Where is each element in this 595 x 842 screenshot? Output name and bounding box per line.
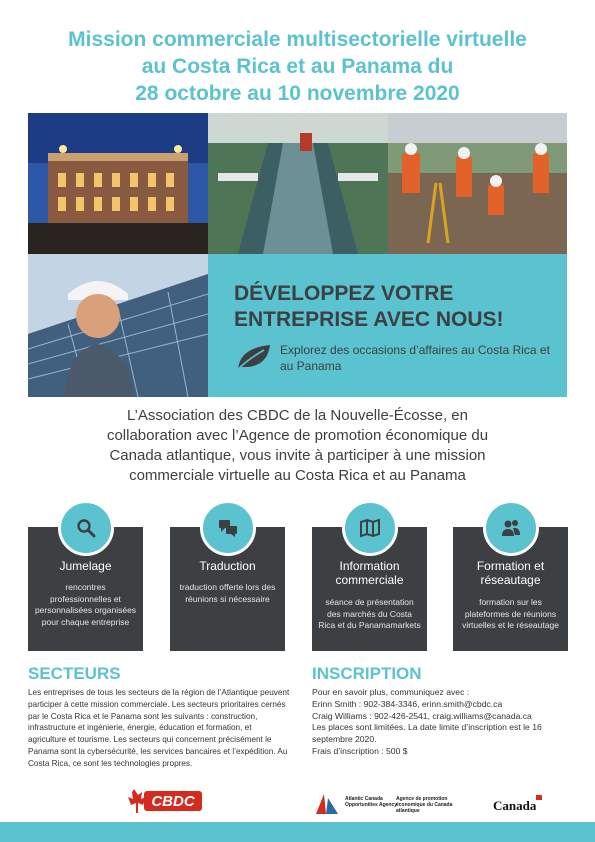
page-title xyxy=(0,26,595,107)
secteurs-body: Les entreprises de tous les secteurs de la région de l’Atlantique peuvent participer à cette mission commerciale. Les secteurs prioritaires cernés par le Costa Rica et le Panama sont les suivants : construction, infrastructure et ingénierie, énergie, éducation et formation, et agriculture et tourisme. Les secteurs qui concernent précisément le Panama sont la cybersécurité, les services bancaires et l’expédition. Au Costa Rica, ce sont les technologies propres. xyxy=(28,688,290,768)
card-icon-circle xyxy=(483,500,539,556)
title-line-2: au Costa Rica et au Panama du xyxy=(141,55,454,78)
photo-engineers xyxy=(388,113,567,254)
inscription-deadline: Les places sont limitées. La date limite d’inscription est le 16 septembre 2020. xyxy=(312,722,542,745)
title-line-1: Mission commerciale multisectorielle virtuelle xyxy=(68,28,527,51)
footer-bar xyxy=(0,822,595,842)
leaf-icon xyxy=(234,342,274,372)
acoa-name-french: Agence de promotion économique du Canada atlantique xyxy=(396,796,453,814)
people-icon xyxy=(501,518,521,538)
intro-line-4: commerciale virtuelle au Costa Rica et au Panama xyxy=(129,467,466,484)
map-icon xyxy=(360,518,380,538)
card-icon-circle xyxy=(58,500,114,556)
banner-headline-line-1: DÉVELOPPEZ VOTRE xyxy=(234,282,454,305)
secteurs-heading: SECTEURS xyxy=(28,664,121,683)
canada-wordmark: Canada xyxy=(493,798,537,813)
photo-solar-worker xyxy=(28,254,208,397)
intro-line-1: L’Association des CBDC de la Nouvelle-Écosse, en xyxy=(126,407,468,424)
inscription-heading: INSCRIPTION xyxy=(312,664,422,683)
intro-line-3: Canada atlantique, vous invite à participer à une mission xyxy=(109,447,486,464)
acoa-name-english: Atlantic Canada Opportunities Agency xyxy=(345,796,398,808)
photo-canal xyxy=(208,113,388,254)
card-description: formation sur les plateformes de réunions virtuelles et le réseautage xyxy=(462,597,559,630)
card-traduction xyxy=(170,527,285,651)
card-information-commerciale xyxy=(312,527,427,651)
card-description: rencontres professionnelles et personnalisées organisées pour chaque entreprise xyxy=(34,582,137,627)
inscription-line-1: Pour en savoir plus, communiquez avec : xyxy=(312,687,470,697)
card-title: Traduction xyxy=(199,559,256,573)
intro-paragraph xyxy=(40,406,555,486)
inscription-body xyxy=(312,687,572,758)
card-icon-circle xyxy=(342,500,398,556)
inscription-contact-erinn[interactable]: Erinn Smith : 902-384-3346, erinn.smith@cbdc.ca xyxy=(312,698,503,709)
card-title: Information commerciale xyxy=(335,559,404,587)
cbdc-logo xyxy=(128,787,208,815)
chat-icon xyxy=(218,518,238,538)
banner-subtext: Explorez des occasions d’affaires au Costa Rica et au Panama xyxy=(280,343,550,373)
canada-flag-icon xyxy=(536,795,542,800)
intro-line-2: collaboration avec l’Agence de promotion économique du xyxy=(106,427,489,444)
card-jumelage xyxy=(28,527,143,651)
inscription-contact-craig[interactable]: Craig Williams : 902-426-2541, craig.williams@canada.ca xyxy=(312,710,532,721)
card-icon-circle xyxy=(200,500,256,556)
cbdc-logo-text: CBDC xyxy=(151,793,195,810)
banner-headline xyxy=(234,281,554,333)
photo-theatre xyxy=(28,113,208,254)
search-icon xyxy=(76,518,96,538)
title-line-3: 28 octobre au 10 novembre 2020 xyxy=(135,82,460,105)
banner-headline-line-2: ENTREPRISE AVEC NOUS! xyxy=(234,308,504,331)
card-description: séance de présentation des marchés du Costa Rica et du Panamamarkets xyxy=(318,597,421,630)
card-title: Jumelage xyxy=(59,559,112,573)
acoa-sail-icon xyxy=(312,792,340,816)
card-description: traduction offerte lors des réunions si nécessaire xyxy=(179,582,276,604)
inscription-fee: Frais d’inscription : 500 $ xyxy=(312,745,408,756)
card-title: Formation et réseautage xyxy=(476,559,545,587)
photo-strip xyxy=(28,113,567,254)
acoa-logo xyxy=(312,792,462,818)
card-formation-reseautage xyxy=(453,527,568,651)
banner xyxy=(208,254,567,397)
